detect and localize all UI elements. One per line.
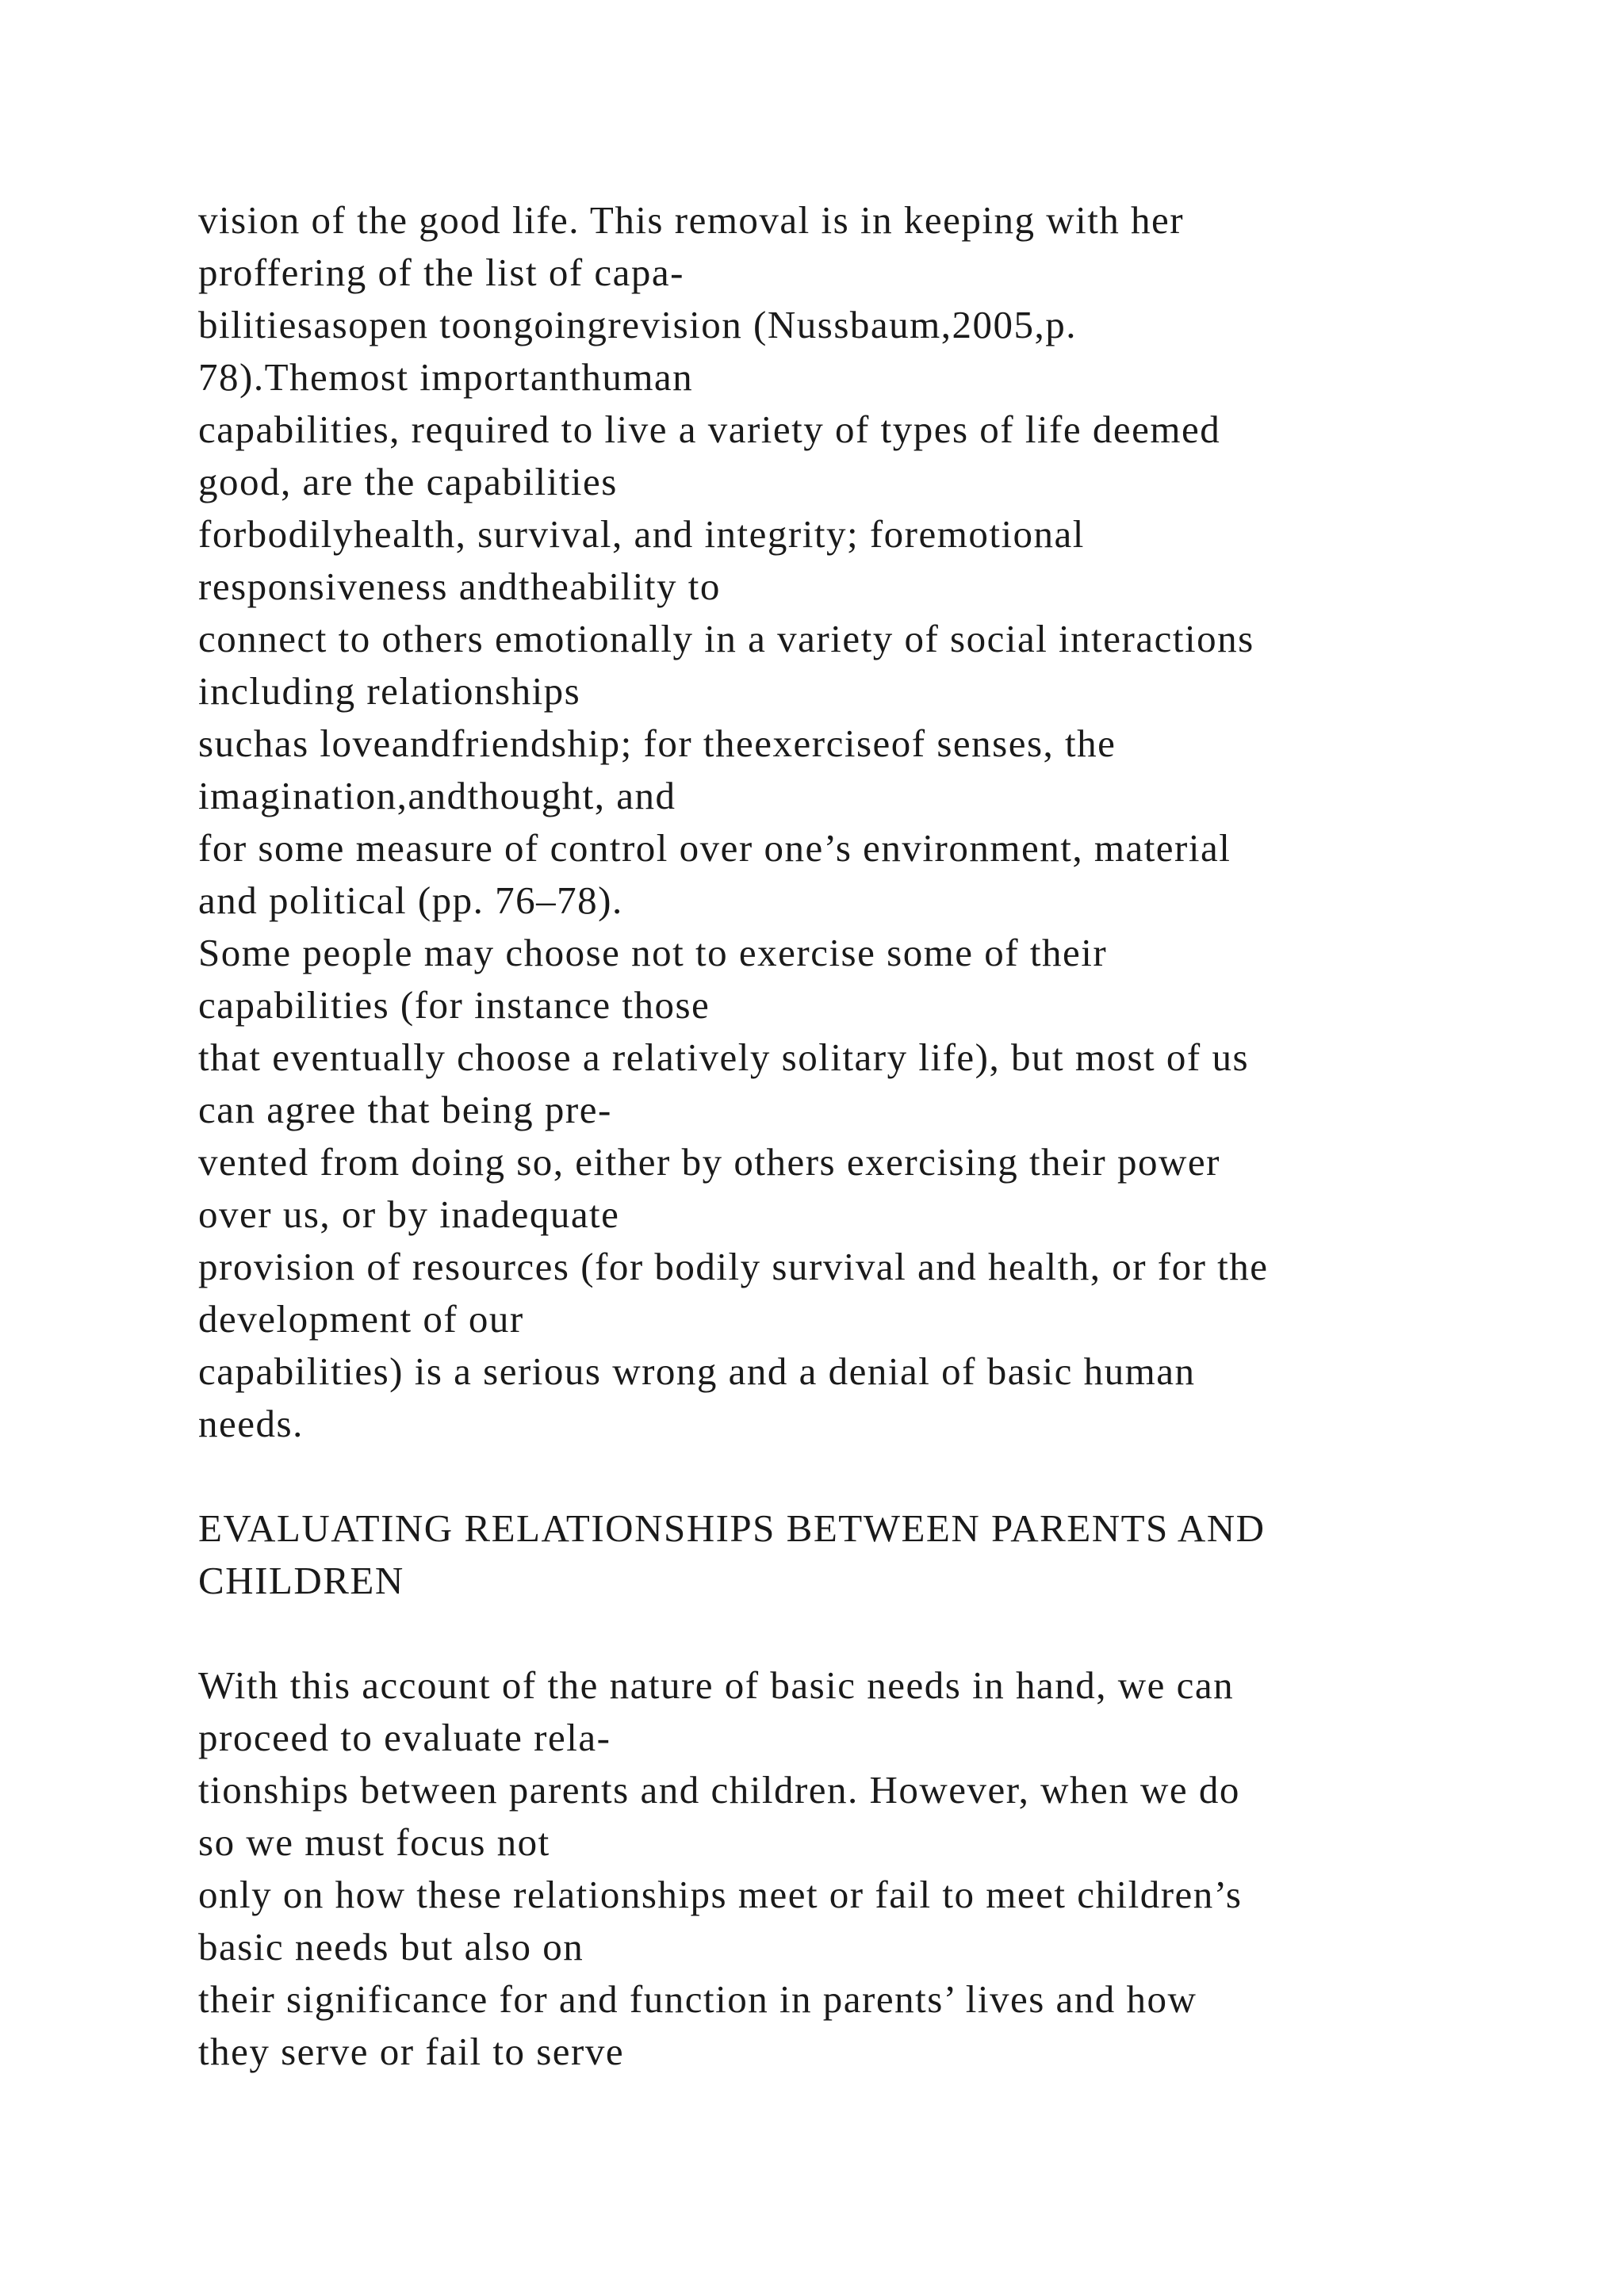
text-line: connect to others emotionally in a variety of social interactions — [198, 617, 1254, 660]
text-line: only on how these relationships meet or fail to meet children’s — [198, 1873, 1243, 1916]
text-line: for some measure of control over one’s environment, material — [198, 826, 1231, 870]
text-line: capabilities, required to live a variety of types of life deemed — [198, 408, 1221, 451]
text-line: tionships between parents and children. However, when we do — [198, 1768, 1240, 1812]
document-page — [198, 194, 1483, 2078]
text-line: With this account of the nature of basic needs in hand, we can — [198, 1663, 1235, 1707]
text-line: proceed to evaluate rela- — [198, 1716, 611, 1759]
text-line: basic needs but also on — [198, 1925, 584, 1969]
text-line: 78).Themost importanthuman — [198, 355, 694, 399]
text-line: so we must focus not — [198, 1820, 550, 1864]
text-line: good, are the capabilities — [198, 460, 618, 503]
text-line: capabilities) is a serious wrong and a denial of basic human — [198, 1349, 1196, 1393]
heading-line: CHILDREN — [198, 1559, 404, 1602]
text-line: including relationships — [198, 669, 581, 713]
text-line: capabilities (for instance those — [198, 983, 710, 1027]
text-line: vented from doing so, either by others exercising their power — [198, 1140, 1220, 1184]
text-line: forbodilyhealth, survival, and integrity; foremotional — [198, 512, 1085, 556]
text-line: vision of the good life. This removal is in keeping with her — [198, 198, 1185, 242]
paragraph-gap — [198, 1450, 1483, 1502]
paragraph-3 — [198, 1659, 1483, 2078]
paragraph-1 — [198, 194, 1483, 927]
text-line: proffering of the list of capa- — [198, 251, 684, 294]
text-line: imagination,andthought, and — [198, 774, 676, 817]
text-line: needs. — [198, 1402, 304, 1445]
text-line: provision of resources (for bodily survival and health, or for the — [198, 1245, 1269, 1288]
text-line: and political (pp. 76–78). — [198, 878, 623, 922]
text-line: over us, or by inadequate — [198, 1192, 620, 1236]
text-line: bilitiesasopen toongoingrevision (Nussbaum,2005,p. — [198, 303, 1077, 346]
heading-line: EVALUATING RELATIONSHIPS BETWEEN PARENTS AND — [198, 1506, 1266, 1550]
text-line: they serve or fail to serve — [198, 2030, 625, 2073]
paragraph-gap — [198, 1607, 1483, 1659]
section-heading — [198, 1502, 1483, 1607]
text-line: their significance for and function in parents’ lives and how — [198, 1977, 1197, 2021]
text-line: suchas loveandfriendship; for theexerciseof senses, the — [198, 721, 1116, 765]
paragraph-2 — [198, 927, 1483, 1450]
text-line: that eventually choose a relatively solitary life), but most of us — [198, 1035, 1250, 1079]
text-line: can agree that being pre- — [198, 1088, 612, 1131]
text-line: Some people may choose not to exercise some of their — [198, 931, 1108, 974]
text-line: responsiveness andtheability to — [198, 564, 721, 608]
text-line: development of our — [198, 1297, 524, 1341]
